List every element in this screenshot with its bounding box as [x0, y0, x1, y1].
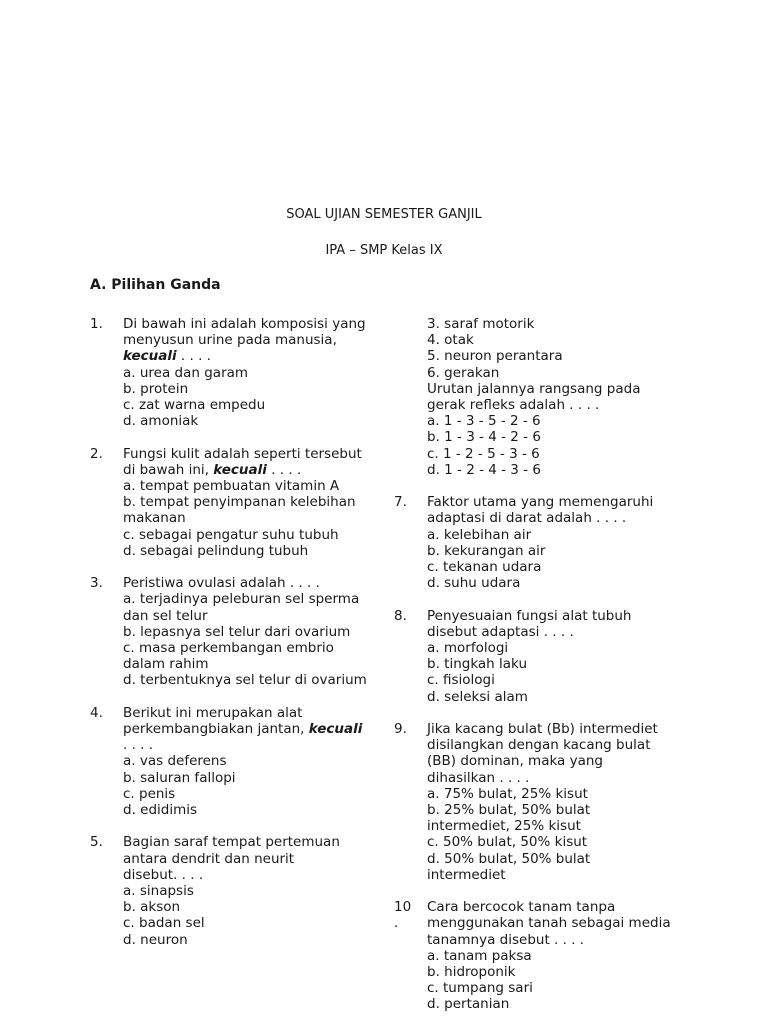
- question-7: [394, 494, 694, 591]
- question-number-digits: 10: [394, 899, 412, 916]
- question-text-line: Jika kacang bulat (Bb) intermediet: [427, 721, 658, 738]
- question-text-line: (BB) dominan, maka yang: [427, 753, 604, 770]
- question-text-line: adaptasi di darat adalah . . . .: [427, 510, 627, 527]
- question-tail: . . . .: [266, 461, 302, 478]
- question-text-line: gerak refleks adalah . . . .: [427, 397, 600, 414]
- question-2: [90, 446, 390, 559]
- option-c: c. zat warna empedu: [123, 397, 266, 414]
- option-b-continued: makanan: [123, 510, 186, 527]
- question-number: 9.: [394, 721, 407, 738]
- question-text-line: antara dendrit dan neurit: [123, 850, 295, 867]
- option-b-continued: intermediet, 25% kisut: [427, 818, 581, 835]
- option-b: b. lepasnya sel telur dari ovarium: [123, 623, 351, 640]
- question-number: 2.: [90, 445, 103, 462]
- question-8: [394, 608, 694, 705]
- option-b: b. tempat penyimpanan kelebihan: [123, 494, 356, 511]
- option-b: b. 25% bulat, 50% bulat: [427, 802, 591, 819]
- option-b: b. protein: [123, 380, 189, 397]
- left-column: [90, 316, 390, 964]
- question-text-line: dihasilkan . . . .: [427, 769, 530, 786]
- question-number: 7.: [394, 494, 407, 511]
- question-lead: di bawah ini,: [123, 461, 214, 478]
- kecuali-emphasis: kecuali: [123, 348, 177, 365]
- question-text-line: menyusun urine pada manusia,: [123, 332, 337, 349]
- right-column: [394, 316, 694, 1029]
- kecuali-emphasis: kecuali: [308, 721, 363, 738]
- option-d: d. 50% bulat, 50% bulat: [427, 850, 591, 867]
- question-number: 4.: [90, 704, 103, 721]
- question-4: [90, 705, 390, 818]
- option-b: b. tingkah laku: [427, 656, 528, 673]
- question-text-line: Berikut ini merupakan alat: [123, 704, 303, 721]
- option-c: c. fisiologi: [427, 672, 495, 689]
- question-3: [90, 575, 390, 688]
- list-item: 3. saraf motorik: [427, 316, 535, 332]
- question-text-line: Peristiwa ovulasi adalah . . . .: [123, 575, 320, 592]
- option-d: d. edidimis: [123, 802, 198, 819]
- option-d: d. sebagai pelindung tubuh: [123, 542, 309, 559]
- question-1: [90, 316, 390, 429]
- list-item: 4. otak: [427, 332, 474, 349]
- option-a: a. vas deferens: [123, 753, 227, 770]
- option-d: d. 1 - 2 - 4 - 3 - 6: [427, 461, 541, 478]
- question-text-line: menggunakan tanah sebagai media: [427, 915, 671, 932]
- question-lead: perkembangbiakan jantan,: [123, 721, 309, 738]
- option-a: a. urea dan garam: [123, 364, 249, 381]
- question-5: [90, 834, 390, 947]
- question-9: [394, 721, 694, 883]
- document-subtitle: IPA – SMP Kelas IX: [325, 243, 443, 258]
- option-b: b. saluran fallopi: [123, 769, 236, 786]
- question-number: 3.: [90, 575, 103, 592]
- document-title: SOAL UJIAN SEMESTER GANJIL: [286, 207, 482, 222]
- option-c: c. 1 - 2 - 5 - 3 - 6: [427, 445, 540, 462]
- question-tail: . . . .: [176, 348, 211, 365]
- option-a: a. tanam paksa: [427, 947, 532, 964]
- option-b: b. 1 - 3 - 4 - 2 - 6: [427, 429, 541, 446]
- option-a: a. terjadinya peleburan sel sperma: [123, 591, 360, 608]
- option-c: c. tekanan udara: [427, 559, 542, 576]
- question-number-dot: .: [394, 915, 399, 932]
- option-a: a. morfologi: [427, 640, 509, 657]
- question-number: [394, 899, 411, 931]
- option-c: c. tumpang sari: [427, 980, 533, 997]
- option-d: d. amoniak: [123, 413, 199, 430]
- option-a-continued: dan sel telur: [123, 607, 208, 624]
- option-d: d. pertanian: [427, 996, 510, 1013]
- question-text-line: tanamnya disebut . . . .: [427, 931, 585, 948]
- option-a: a. kelebihan air: [427, 526, 532, 543]
- option-c: c. sebagai pengatur suhu tubuh: [123, 526, 339, 543]
- option-a: a. sinapsis: [123, 883, 194, 900]
- option-d-continued: intermediet: [427, 866, 506, 883]
- option-d: d. seleksi alam: [427, 688, 528, 705]
- question-tail: . . . .: [123, 737, 154, 754]
- kecuali-emphasis: kecuali: [213, 461, 267, 478]
- option-a: a. 1 - 3 - 5 - 2 - 6: [427, 413, 541, 430]
- list-item: 6. gerakan: [427, 364, 500, 381]
- question-number: 1.: [90, 316, 103, 332]
- question-number: 8.: [394, 607, 407, 624]
- question-text-line: Cara bercocok tanam tanpa: [427, 899, 616, 916]
- list-item: 5. neuron perantara: [427, 348, 563, 365]
- option-d: d. terbentuknya sel telur di ovarium: [123, 672, 367, 689]
- option-d: d. neuron: [123, 931, 188, 948]
- question-text-line: Urutan jalannya rangsang pada: [427, 380, 641, 397]
- question-text-line: disebut adaptasi . . . .: [427, 623, 574, 640]
- section-title: A. Pilihan Ganda: [90, 277, 221, 293]
- option-c: c. penis: [123, 785, 176, 802]
- question-6-continuation: [394, 316, 694, 478]
- option-a: a. tempat pembuatan vitamin A: [123, 478, 340, 495]
- question-text-line: Penyesuaian fungsi alat tubuh: [427, 607, 632, 624]
- option-c: c. badan sel: [123, 915, 205, 932]
- question-text-line: Di bawah ini adalah komposisi yang: [123, 316, 366, 332]
- option-b: b. kekurangan air: [427, 542, 546, 559]
- question-text-line: Faktor utama yang memengaruhi: [427, 494, 654, 511]
- option-c-continued: dalam rahim: [123, 656, 209, 673]
- question-text-line: Bagian saraf tempat pertemuan: [123, 834, 340, 851]
- question-text-line: disilangkan dengan kacang bulat: [427, 737, 651, 754]
- question-text-line: Fungsi kulit adalah seperti tersebut: [123, 445, 362, 462]
- question-number: 5.: [90, 834, 103, 851]
- option-b: b. hidroponik: [427, 964, 516, 981]
- question-10: [394, 899, 694, 1012]
- option-a: a. 75% bulat, 25% kisut: [427, 785, 588, 802]
- option-d: d. suhu udara: [427, 575, 521, 592]
- option-c: c. masa perkembangan embrio: [123, 640, 334, 657]
- option-c: c. 50% bulat, 50% kisut: [427, 834, 588, 851]
- option-b: b. akson: [123, 899, 181, 916]
- question-text-line: disebut. . . .: [123, 866, 204, 883]
